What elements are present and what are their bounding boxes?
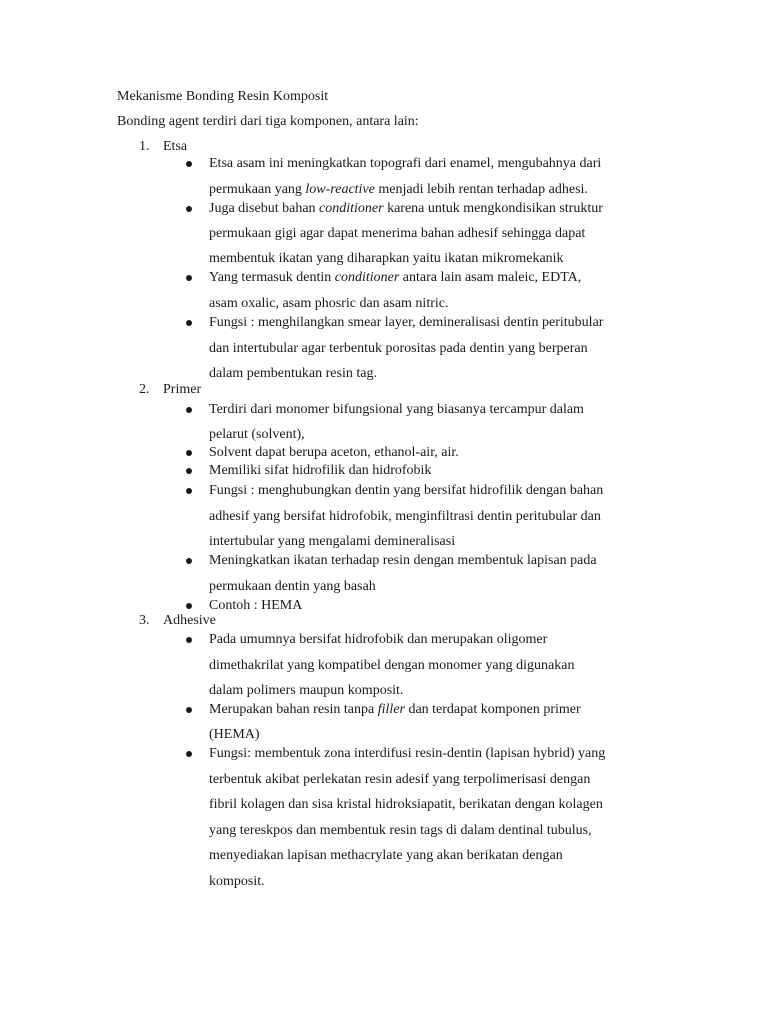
list-item-line [209, 597, 659, 615]
list-item-line [209, 631, 659, 649]
section-number: 3. [139, 613, 150, 628]
list-item [209, 552, 659, 596]
text-run: karena untuk mengkondisikan struktur [383, 201, 603, 216]
text-run: asam oxalic, asam phosric dan asam nitric. [209, 296, 449, 311]
bullet-icon [186, 161, 192, 167]
list-item [209, 462, 659, 480]
list-item-line [209, 181, 659, 199]
text-run: Fungsi : menghubungkan dentin yang bersifat hidrofilik dengan bahan [209, 483, 604, 498]
list-item [209, 701, 659, 744]
text-run: menyediakan lapisan methacrylate yang akan berikatan dengan [209, 848, 563, 863]
list-item [209, 482, 659, 551]
list-item [209, 745, 659, 891]
list-item-line [209, 365, 659, 383]
text-run: dan intertubular agar terbentuk porositas pada dentin yang berperan [209, 341, 588, 356]
section-name: Primer [163, 382, 202, 397]
text-run: dimethakrilat yang kompatibel dengan monomer yang digunakan [209, 658, 575, 673]
italic-term: conditioner [319, 201, 384, 216]
text-run: permukaan gigi agar dapat menerima bahan adhesif sehingga dapat [209, 226, 586, 241]
list-item-line [209, 822, 659, 840]
text-run: antara lain asam maleic, EDTA, [399, 270, 582, 285]
text-run: permukaan dentin yang basah [209, 579, 376, 594]
list-item [209, 269, 659, 313]
list-item-line [209, 340, 659, 358]
text-run: terbentuk akibat perlekatan resin adesif yang terpolimerisasi dengan [209, 772, 591, 787]
text-run: pelarut (solvent), [209, 427, 305, 442]
list-item-line [209, 250, 659, 268]
list-item-line [209, 508, 659, 526]
text-run: Memiliki sifat hidrofilik dan hidrofobik [209, 463, 432, 478]
bullet-icon [186, 558, 192, 564]
list-item-line [209, 726, 659, 744]
list-item-line [209, 269, 659, 287]
list-item-line [209, 771, 659, 789]
text-run: Yang termasuk dentin [209, 270, 335, 285]
list-item [209, 444, 659, 462]
text-run: Juga disebut bahan [209, 201, 320, 216]
text-run: Solvent dapat berupa aceton, ethanol-air, air. [209, 445, 459, 460]
list-item-line [209, 444, 659, 462]
list-item-line [209, 482, 659, 500]
section-number: 2. [139, 382, 150, 397]
bullet-icon [186, 320, 192, 326]
intro-paragraph: Bonding agent terdiri dari tiga komponen, antara lain: [117, 114, 419, 129]
list-item [209, 314, 659, 383]
bullet-icon [186, 603, 192, 609]
text-run: Contoh : HEMA [209, 598, 303, 613]
text-run: Merupakan bahan resin tanpa [209, 702, 378, 717]
text-run: dalam polimers maupun komposit. [209, 683, 404, 698]
bullet-icon [186, 751, 192, 757]
bullet-icon [186, 206, 192, 212]
italic-term: conditioner [334, 270, 400, 285]
list-item-line [209, 682, 659, 700]
bullet-icon [186, 450, 192, 456]
list-item-line [209, 426, 659, 444]
list-item-line [209, 200, 659, 218]
list-item [209, 200, 659, 268]
list-item-line [209, 847, 659, 865]
list-item [209, 155, 659, 199]
text-run: menjadi lebih rentan terhadap adhesi. [374, 182, 588, 197]
text-run: Meningkatkan ikatan terhadap resin dengan membentuk lapisan pada [209, 553, 597, 568]
bullet-icon [186, 488, 192, 494]
bullet-icon [186, 407, 192, 413]
list-item-line [209, 401, 659, 419]
text-run: Pada umumnya bersifat hidrofobik dan merupakan oligomer [209, 632, 548, 647]
list-item [209, 631, 659, 700]
list-item-line [209, 578, 659, 596]
list-item-line [209, 462, 659, 480]
list-item-line [209, 873, 659, 891]
list-item [209, 597, 659, 615]
text-run: komposit. [209, 874, 265, 889]
italic-term: filler [377, 702, 405, 717]
document-title: Mekanisme Bonding Resin Komposit [117, 89, 329, 104]
list-item [209, 401, 659, 444]
text-run: (HEMA) [209, 727, 260, 742]
list-item-line [209, 295, 659, 313]
text-run: fibril kolagen dan sisa kristal hidroksiapatit, berikatan dengan kolagen [209, 797, 603, 812]
list-item-line [209, 314, 659, 332]
list-item-line [209, 225, 659, 243]
bullet-icon [186, 637, 192, 643]
bullet-icon [186, 707, 192, 713]
section-name: Adhesive [163, 613, 216, 628]
text-run: Fungsi : menghilangkan smear layer, demineralisasi dentin peritubular [209, 315, 604, 330]
bullet-icon [186, 275, 192, 281]
list-item-line [209, 701, 659, 719]
section-number: 1. [139, 139, 150, 154]
section-name: Etsa [163, 139, 188, 154]
text-run: dalam pembentukan resin tag. [209, 366, 377, 381]
list-item-line [209, 745, 659, 763]
text-run: permukaan yang [209, 182, 306, 197]
bullet-icon [186, 468, 192, 474]
list-item-line [209, 552, 659, 570]
list-item-line [209, 796, 659, 814]
italic-term: low-reactive [305, 182, 375, 197]
list-item-line [209, 155, 659, 173]
list-item-line [209, 657, 659, 675]
text-run: dan terdapat komponen primer [404, 702, 581, 717]
text-run: membentuk ikatan yang diharapkan yaitu ikatan mikromekanik [209, 251, 564, 266]
text-run: adhesif yang bersifat hidrofobik, menginfiltrasi dentin peritubular dan [209, 509, 601, 524]
text-run: intertubular yang mengalami demineralisasi [209, 534, 456, 549]
list-item-line [209, 533, 659, 551]
text-run: Fungsi: membentuk zona interdifusi resin-dentin (lapisan hybrid) yang [209, 746, 606, 761]
text-run: Terdiri dari monomer bifungsional yang biasanya tercampur dalam [209, 402, 584, 417]
text-run: Etsa asam ini meningkatkan topografi dari enamel, mengubahnya dari [209, 156, 602, 171]
text-run: yang tereskpos dan membentuk resin tags di dalam dentinal tubulus, [209, 823, 592, 838]
